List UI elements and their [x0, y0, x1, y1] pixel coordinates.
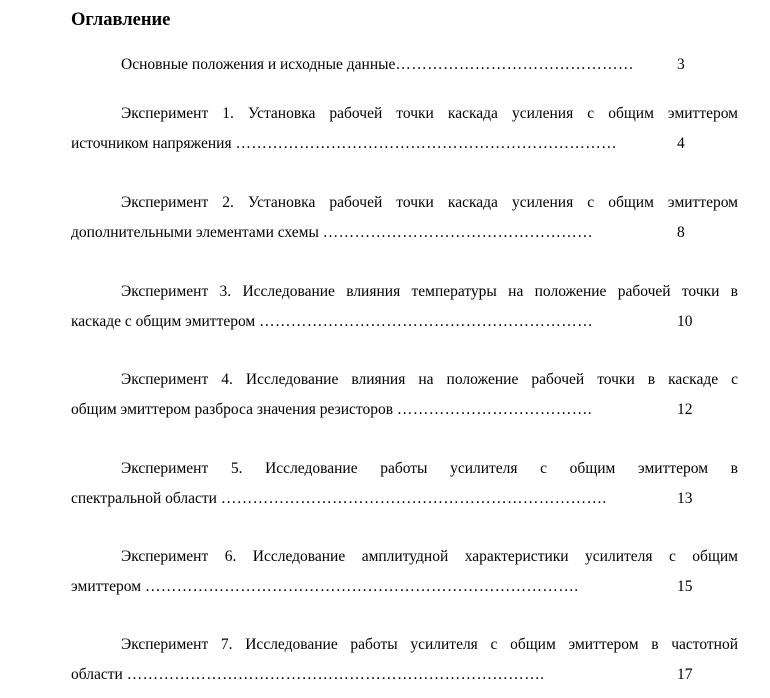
toc-entry-title: Основные положения и исходные данные……………………………………… [121, 56, 634, 73]
toc-dot-leader: ……………………………………………………………… [235, 135, 618, 152]
toc-entry-title-continuation: дополнительными элементами схемы …………………………………………… [71, 224, 594, 241]
toc-entry-title-continuation: области ……………………………………………………………………. [71, 666, 545, 683]
toc-heading: Оглавление [71, 10, 171, 30]
toc-entry-title: Эксперимент 7. Исследование работы усилителя с общим эмиттером в частотной [121, 636, 738, 653]
toc-entry-title: Эксперимент 3. Исследование влияния температуры на положение рабочей точки в [121, 283, 738, 300]
toc-entry-title-continuation: общим эмиттером разброса значения резисторов ………………………………. [71, 401, 592, 418]
toc-entry-title-continuation: эмиттером ………………………………………………………………………. [71, 578, 579, 595]
toc-dot-leader: ……………………………………… [395, 56, 634, 73]
toc-entry-title: Эксперимент 1. Установка рабочей точки каскада усиления с общим эмиттером [121, 105, 738, 122]
toc-entry-title-continuation: каскаде с общим эмиттером ……………………………………………………… [71, 313, 594, 330]
toc-dot-leader: ………………………………………………………………………. [144, 578, 579, 595]
toc-entry-title: Эксперимент 6. Исследование амплитудной характеристики усилителя с общим [121, 548, 738, 565]
toc-entry-title: Эксперимент 2. Установка рабочей точки каскада усиления с общим эмиттером [121, 194, 738, 211]
toc-dot-leader: ………………………………. [396, 401, 592, 418]
toc-entry-title: Эксперимент 5. Исследование работы усилителя с общим эмиттером в [121, 460, 738, 477]
toc-page-number: 17 [677, 666, 693, 683]
toc-dot-leader: …………………………………………… [322, 224, 594, 241]
toc-dot-leader: ……………………………………………………… [259, 313, 594, 330]
toc-dot-leader: ………………………………………………………………. [220, 490, 607, 507]
toc-page-number: 12 [677, 401, 693, 418]
toc-page-number: 15 [677, 578, 693, 595]
toc-page-number: 8 [677, 224, 685, 241]
toc-entry-title: Эксперимент 4. Исследование влияния на положение рабочей точки в каскаде с [121, 371, 738, 388]
toc-page-number: 4 [677, 135, 685, 152]
toc-page-number: 13 [677, 490, 693, 507]
toc-page-number: 3 [677, 56, 685, 73]
toc-page-number: 10 [677, 313, 693, 330]
toc-entry-title-continuation: источником напряжения ……………………………………………………………… [71, 135, 618, 152]
toc-dot-leader: ……………………………………………………………………. [126, 666, 545, 683]
toc-entry-title-continuation: спектральной области ………………………………………………………………. [71, 490, 607, 507]
